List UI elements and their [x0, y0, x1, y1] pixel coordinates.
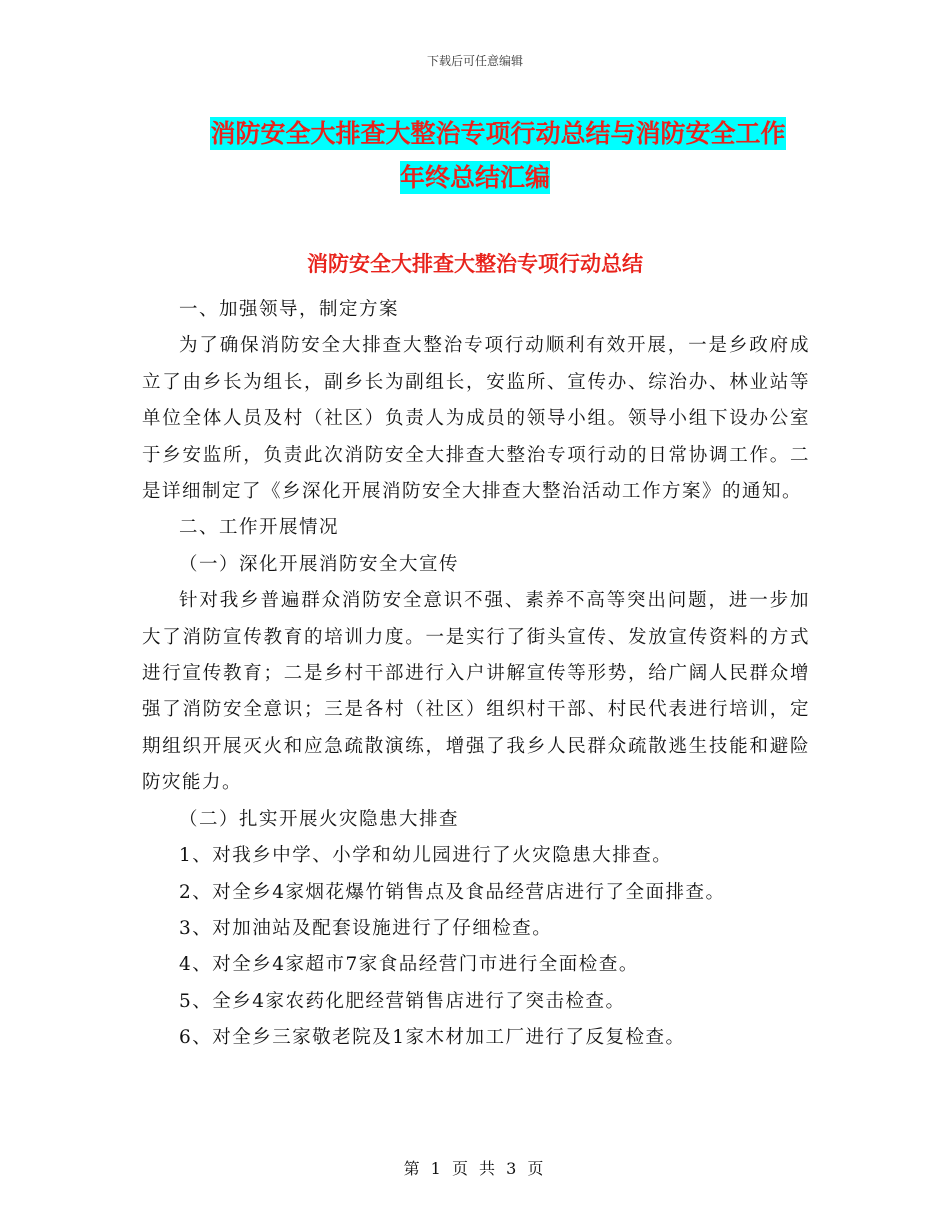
page-header: 下载后可任意编辑 [426, 54, 523, 68]
list-item: 4、对全乡4家超市7家食品经营门市进行全面检查。 [179, 954, 639, 976]
title-line-1: 消防安全大排查大整治专项行动总结与消防安全工作 [210, 119, 786, 148]
heading-2: 二、工作开展情况 [179, 517, 340, 539]
list-item: 5、全乡4家农药化肥经营销售店进行了突击检查。 [179, 990, 626, 1012]
page-footer: 第 1 页 共 3 页 [403, 1159, 547, 1178]
document-title [0, 112, 950, 200]
list-item: 6、对全乡三家敬老院及1家木材加工厂进行了反复检查。 [179, 1027, 686, 1049]
list-item: 2、对全乡4家烟花爆竹销售点及食品经营店进行了全面排查。 [179, 881, 726, 903]
document-body [142, 292, 810, 1057]
paragraph-1: 为了确保消防安全大排查大整治专项行动顺利有效开展，一是乡政府成立了由乡长为组长，副乡长为副组长，安监所、宣传办、综治办、林业站等单位全体人员及村（社区）负责人为成员的领导小组。领导小组下设办公室于乡安监所，负责此次消防安全大排查大整治专项行动的日常协调工作。二是详细制定了《乡深化开展消防安全大排查大整治活动工作方案》的通知。 [142, 335, 810, 503]
section-title: 消防安全大排查大整治专项行动总结 [307, 252, 643, 276]
heading-2-1: （一）深化开展消防安全大宣传 [179, 553, 460, 575]
title-line-2: 年终总结汇编 [399, 163, 550, 192]
heading-1: 一、加强领导，制定方案 [179, 299, 400, 320]
paragraph-2: 针对我乡普遍群众消防安全意识不强、素养不高等突出问题，进一步加大了消防宣传教育的培训力度。一是实行了街头宣传、发放宣传资料的方式进行宣传教育；二是乡村干部进行入户讲解宣传等形势，给广阔人民群众增强了消防安全意识；三是各村（社区）组织村干部、村民代表进行培训，定期组织开展灭火和应急疏散演练，增强了我乡人民群众疏散逃生技能和避险防灾能力。 [142, 590, 810, 794]
list-item: 1、对我乡中学、小学和幼儿园进行了火灾隐患大排查。 [179, 845, 673, 867]
list-item: 3、对加油站及配套设施进行了仔细检查。 [179, 917, 553, 939]
heading-2-2: （二）扎实开展火灾隐患大排查 [179, 808, 460, 830]
